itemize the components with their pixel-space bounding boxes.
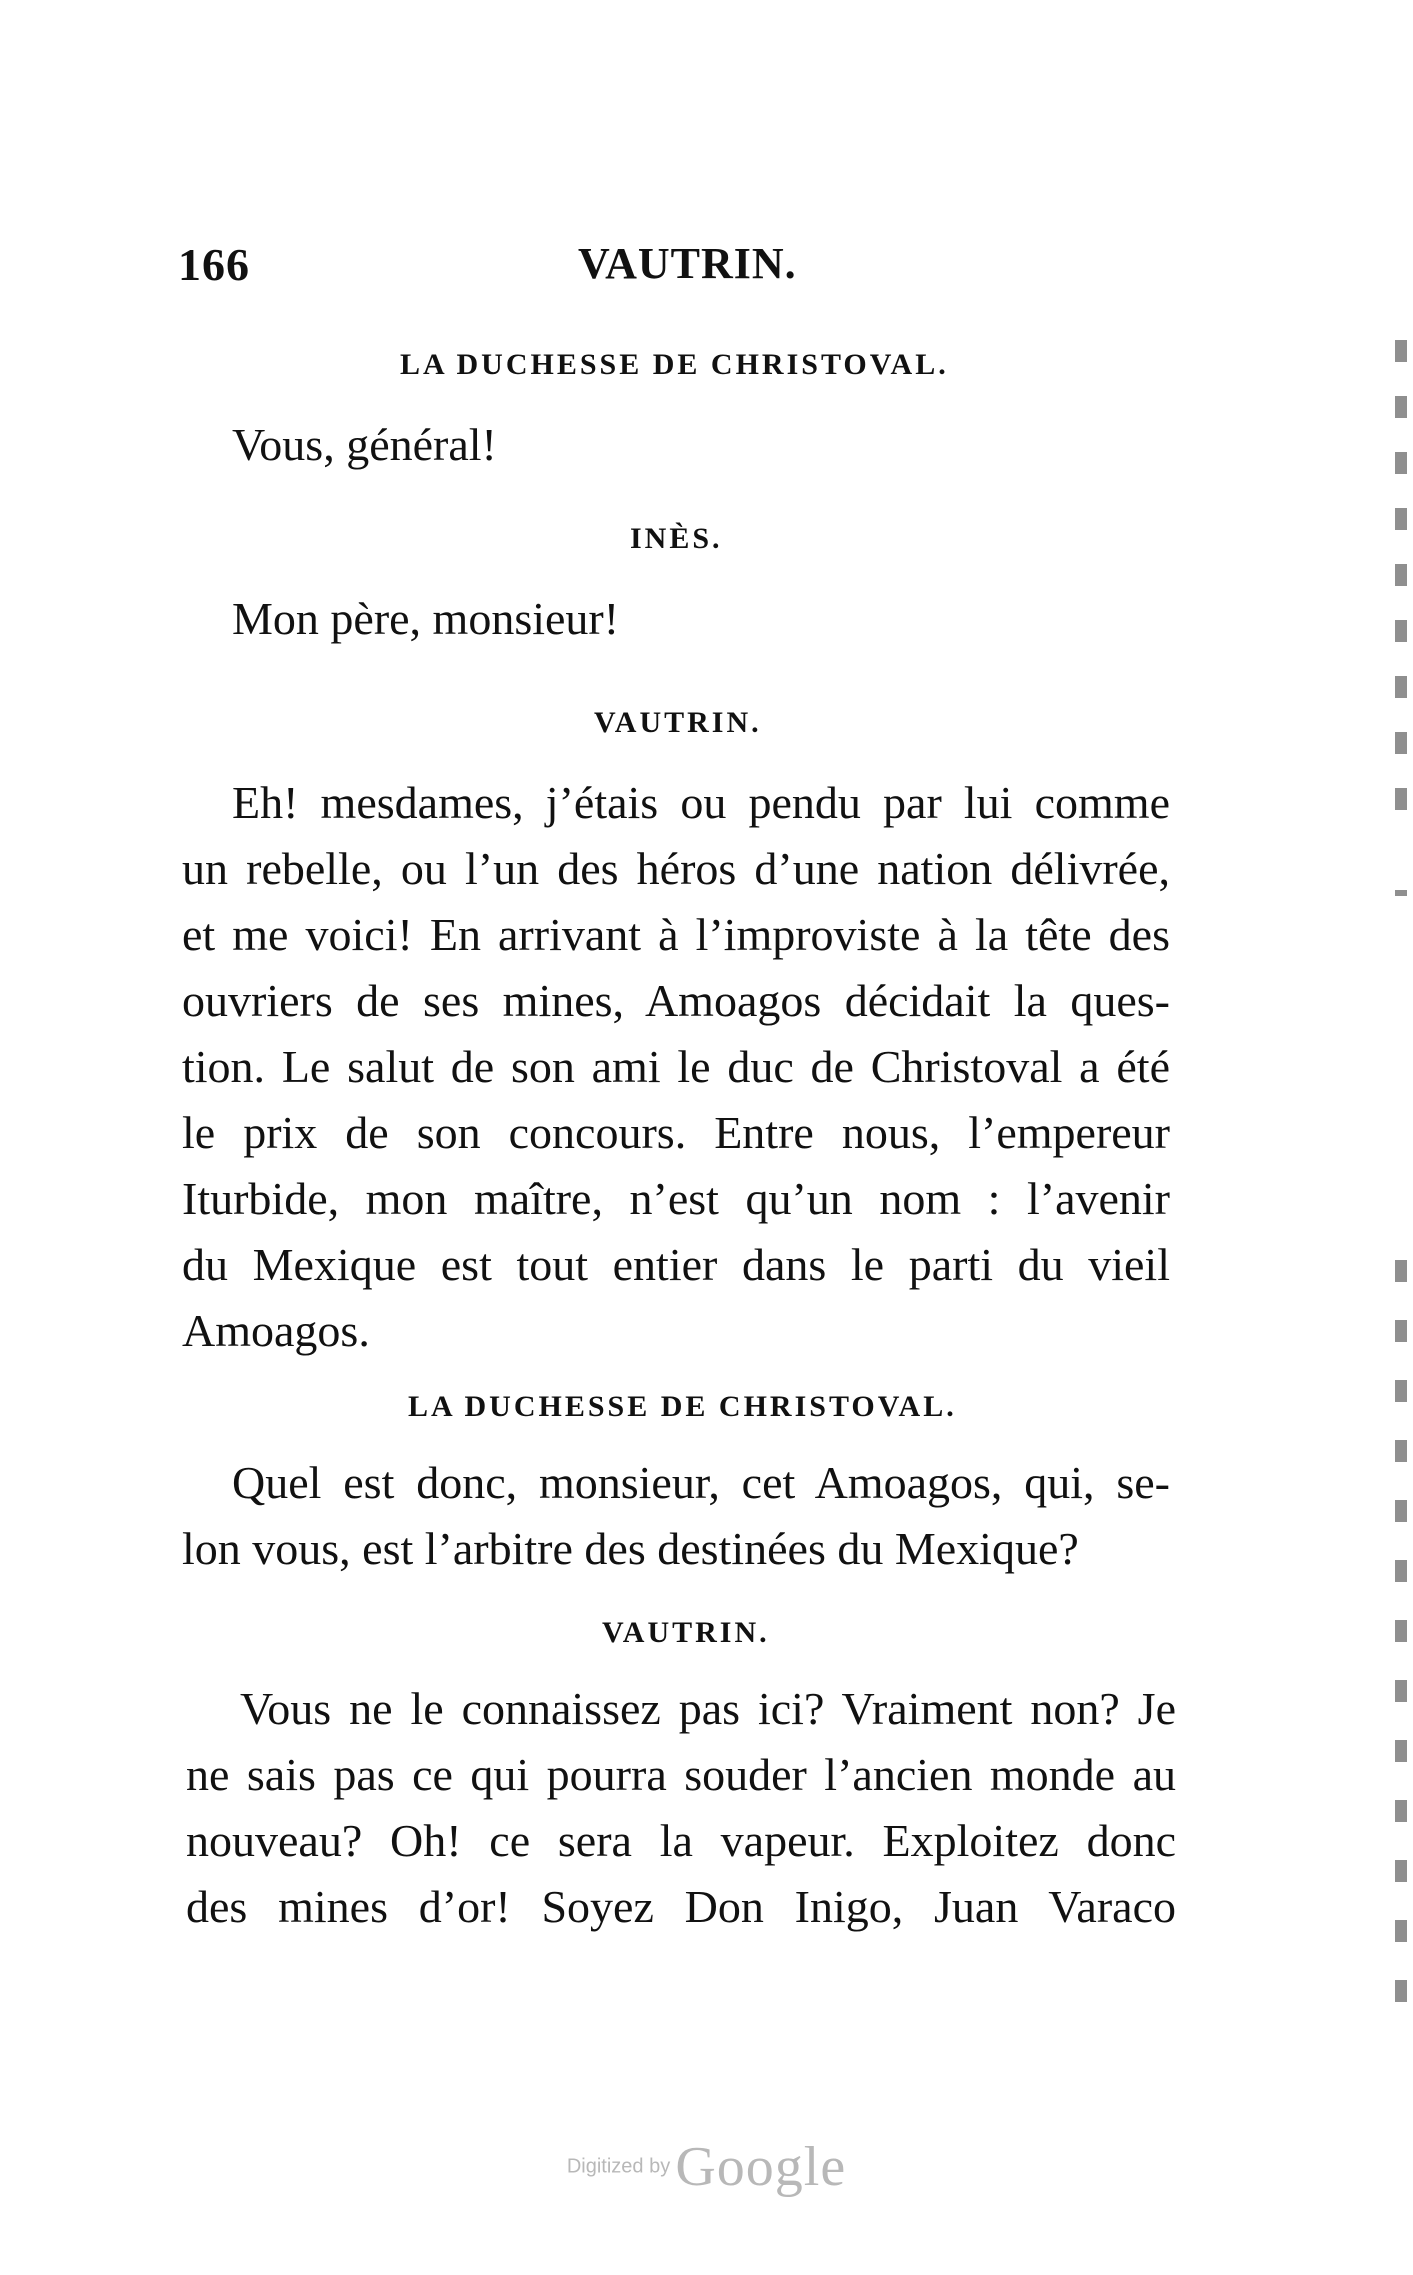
page-header xyxy=(178,238,1178,298)
google-logo: Google xyxy=(675,2136,847,2198)
dialogue-line: lon vous, est l’arbitre des destinées du Mexique? xyxy=(182,1523,1079,1574)
speaker-name: VAUTRIN. xyxy=(594,706,762,739)
dialogue-line: tion. Le salut de son ami le duc de Christoval a été xyxy=(182,1041,1170,1092)
digitized-by-google-watermark xyxy=(0,2135,1413,2199)
dialogue-line: ne sais pas ce qui pourra souder l’ancien monde au xyxy=(186,1749,1176,1800)
dialogue-line: des mines d’or! Soyez Don Inigo, Juan Varaco xyxy=(186,1881,1176,1932)
digitized-label: Digitized by xyxy=(566,2155,671,2178)
speaker-name: INÈS. xyxy=(630,522,723,555)
speaker-name: LA DUCHESSE DE CHRISTOVAL. xyxy=(408,1390,957,1423)
dialogue-line: Eh! mesdames, j’étais ou pendu par lui comme xyxy=(232,777,1170,828)
dialogue-line: Iturbide, mon maître, n’est qu’un nom : l’avenir xyxy=(182,1173,1170,1224)
dialogue-line: Vous, général! xyxy=(232,419,497,470)
dialogue-line: Amoagos. xyxy=(182,1305,370,1356)
page-number: 166 xyxy=(178,239,250,290)
dialogue-line: nouveau? Oh! ce sera la vapeur. Exploitez donc xyxy=(186,1815,1176,1866)
speaker-name: VAUTRIN. xyxy=(602,1616,770,1649)
dialogue-line: du Mexique est tout entier dans le parti du vieil xyxy=(182,1239,1170,1290)
dialogue-line: le prix de son concours. Entre nous, l’empereur xyxy=(182,1107,1170,1158)
speaker-name: LA DUCHESSE DE CHRISTOVAL. xyxy=(400,348,949,381)
dialogue-line: Quel est donc, monsieur, cet Amoagos, qui, se- xyxy=(232,1457,1170,1508)
dialogue-line: ouvriers de ses mines, Amoagos décidait la ques- xyxy=(182,975,1170,1026)
dialogue-line: et me voici! En arrivant à l’improviste à la tête des xyxy=(182,909,1170,960)
dialogue-line: un rebelle, ou l’un des héros d’une nation délivrée, xyxy=(182,843,1170,894)
dialogue-line: Mon père, monsieur! xyxy=(232,593,620,644)
scan-edge-artifacts xyxy=(1383,340,1413,2040)
dialogue-line: Vous ne le connaissez pas ici? Vraiment non? Je xyxy=(240,1683,1176,1734)
running-title: VAUTRIN. xyxy=(578,239,797,288)
